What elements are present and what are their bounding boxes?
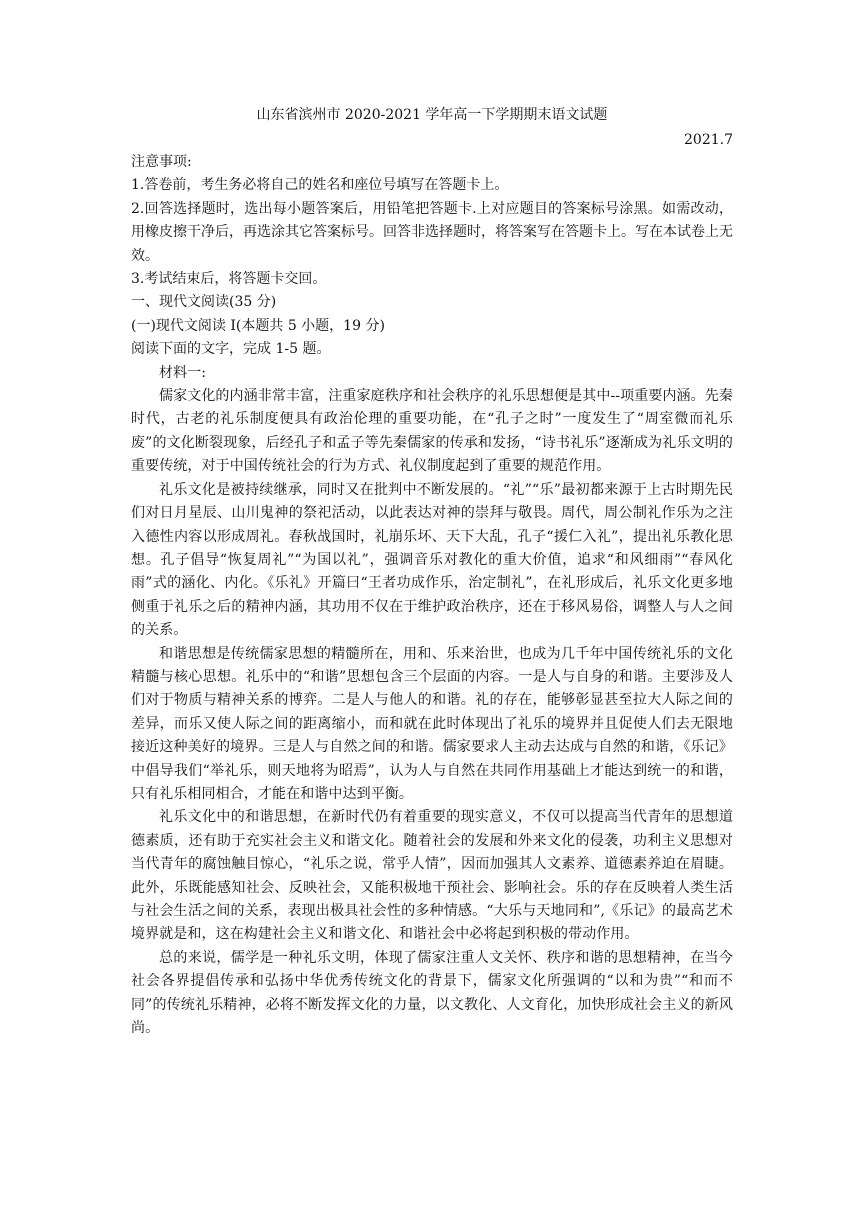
exam-title: 山东省滨州市 2020-2021 学年高一下学期期末语文试题: [256, 107, 608, 123]
passage-paragraph: 礼乐文化是被持续继承，同时又在批判中不断发展的。“礼”“乐”最初都来源于上古时期先民们对日月星辰、山川鬼神的祭祀活动，以此表达对神的崇拜与敬畏。周代，周公制礼作乐为之注入德性内容以形成周礼。春秋战国时，礼崩乐坏、天下大乱，孔子“援仁入礼”，提出礼乐教化思想。孔子倡导“恢复周礼”“为国以礼”，强调音乐对教化的重大价值，追求“和风细雨”“春风化雨”式的涵化、内化。《乐礼》开篇曰“王者功成作乐，治定制礼”，在礼形成后，礼乐文化更多地侧重于礼乐之后的精神内涵，其功用不仅在于维护政治秩序，还在于移风易俗，调整人与人之间的关系。: [131, 481, 733, 639]
passage-paragraph: 总的来说，儒学是一种礼乐文明，体现了儒家注重人文关怀、秩序和谐的思想精神，在当今社会各界提倡传承和弘扬中华优秀传统文化的背景下，儒家文化所强调的“以和为贵”“和而不同”的传统礼乐精神，必将不断发挥文化的力量，以文教化、人文育化，加快形成社会主义的新风尚。: [131, 949, 733, 1037]
notice-item-2: 2.回答选择题时，选出每小题答案后，用铅笔把答题卡.上对应题目的答案标号涂黑。如需改动，用橡皮擦干净后，再选涂其它答案标号。回答非选择题时，将答案写在答题卡上。写在本试卷上无效。: [131, 200, 733, 264]
passage-paragraph: 和谐思想是传统儒家思想的精髓所在，用和、乐来治世，也成为几千年中国传统礼乐的文化精髓与核心思想。礼乐中的“和谐”思想包含三个层面的内容。一是人与自身的和谐。主要涉及人们对于物质与精神关系的博弈。二是人与他人的和谐。礼的存在，能够彰显甚至拉大人际之间的差异，而乐又使人际之间的距离缩小，而和就在此时体现出了礼乐的境界并且促使人们去无限地接近这种美好的境界。三是人与自然之间的和谐。儒家要求人主动去达成与自然的和谐，《乐记》中倡导我们“举礼乐，则天地将为昭焉”，认为人与自然在共同作用基础上才能达到统一的和谐，只有礼乐相同相合，才能在和谐中达到平衡。: [131, 645, 733, 802]
notice-item-3: 3.考试结束后，将答题卡交回。: [131, 271, 327, 288]
notice-item-1: 1.答卷前，考生务必将自己的姓名和座位号填写在答题卡上。: [131, 177, 509, 194]
section-heading: 一、现代文阅读(35 分): [131, 294, 277, 311]
notice-heading: 注意事项:: [131, 154, 192, 170]
exam-page: [131, 104, 733, 1040]
material-label: 材料一:: [159, 364, 207, 381]
exam-date: 2021.7: [684, 132, 733, 148]
passage-paragraph: 儒家文化的内涵非常丰富，注重家庭秩序和社会秩序的礼乐思想便是其中--项重要内涵。先秦时代，古老的礼乐制度便具有政治伦理的重要功能，在“孔子之时”一度发生了“周室微而礼乐废”的文化断裂现象，后经孔子和孟子等先秦儒家的传承和发扬，“诗书礼乐”逐渐成为礼乐文明的重要传统，对于中国传统社会的行为方式、礼仪制度起到了重要的规范作用。: [131, 388, 733, 475]
passage-paragraph: 礼乐文化中的和谐思想，在新时代仍有着重要的现实意义，不仅可以提高当代青年的思想道德素质，还有助于充实社会主义和谐文化。随着社会的发展和外来文化的侵袭，功利主义思想对当代青年的腐蚀触目惊心，“礼乐之说，常乎人情”，因而加强其人文素养、道德素养迫在眉睫。此外，乐既能感知社会、反映社会，又能积极地干预社会、影响社会。乐的存在反映着人类生活与社会生活之间的关系，表现出极具社会性的多种情感。“大乐与天地同和”,《乐记》的最高艺术境界就是和，这在构建社会主义和谐文化、和谐社会中必将起到积极的带动作用。: [131, 809, 733, 943]
reading-instruction: 阅读下面的文字，完成 1-5 题。: [131, 341, 331, 358]
subsection-heading: (一)现代文阅读 I(本题共 5 小题，19 分): [131, 317, 385, 334]
